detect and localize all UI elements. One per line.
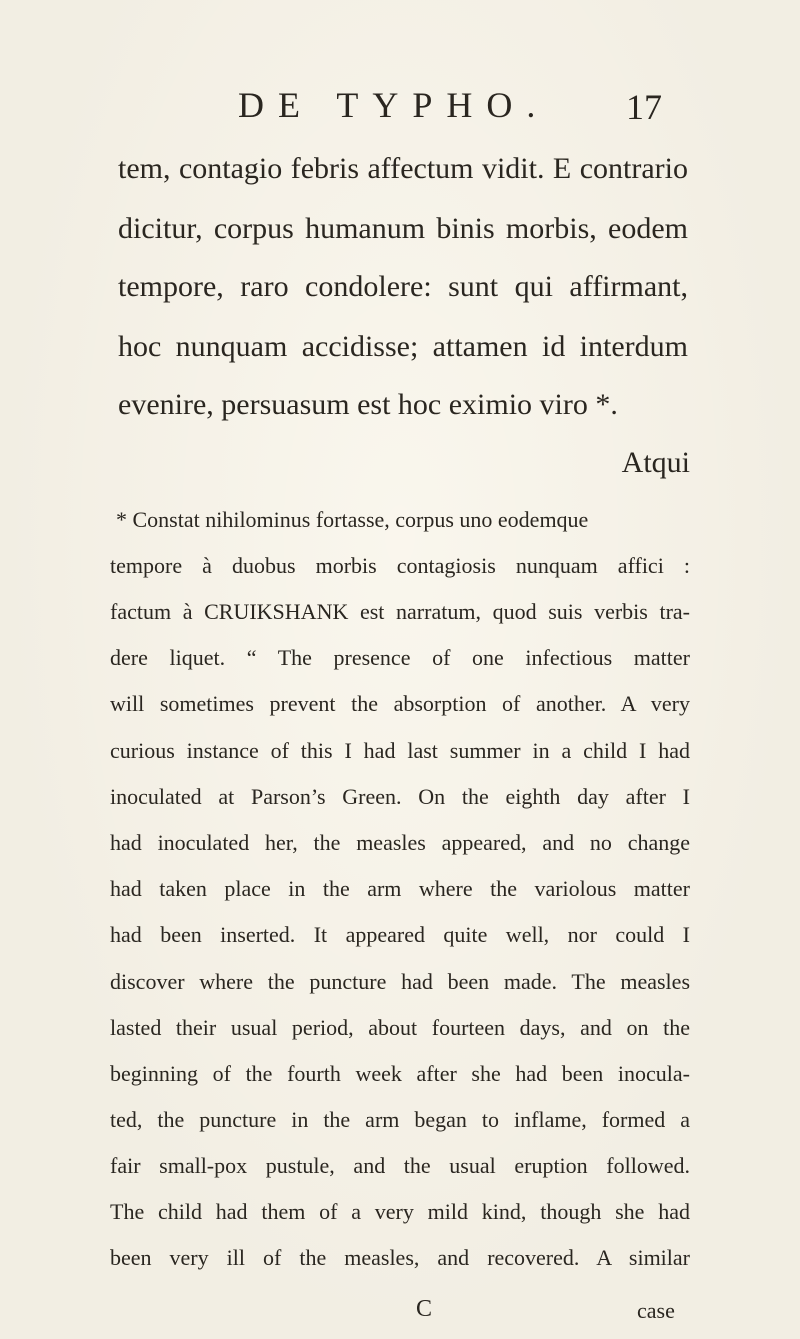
footnote-line-7: inoculated at Parson’s Green. On the eighth day after I [110, 784, 690, 809]
body-line-5: evenire, persuasum est hoc eximio viro *. [118, 388, 618, 421]
footnote-line-10: had been inserted. It appeared quite well, nor could I [110, 922, 690, 947]
footnote-line-5: will sometimes prevent the absorption of another. A very [110, 691, 690, 716]
footnote-line-2: tempore à duobus morbis contagiosis nunquam affici : [110, 553, 690, 578]
footnote-line-9: had taken place in the arm where the variolous matter [110, 876, 690, 901]
footnote-line-3: factum à CRUIKSHANK est narratum, quod suis verbis tra- [110, 599, 690, 624]
footnote-line-13: beginning of the fourth week after she had been inocula- [110, 1061, 690, 1086]
body-line-2: dicitur, corpus humanum binis morbis, eodem [118, 212, 688, 245]
body-line-1: tem, contagio febris affectum vidit. E contrario [118, 152, 688, 185]
footnote-line-12: lasted their usual period, about fourteen days, and on the [110, 1015, 690, 1040]
footnote-line-8: had inoculated her, the measles appeared, and no change [110, 830, 690, 855]
running-title: DE TYPHO. [238, 85, 550, 125]
body-line-3: tempore, raro condolere: sunt qui affirmant, [118, 270, 688, 303]
footnote-line-4: dere liquet. “ The presence of one infectious matter [110, 645, 690, 670]
footnote-line-11: discover where the puncture had been made. The measles [110, 969, 690, 994]
footnote-line-17: been very ill of the measles, and recovered. A similar [110, 1245, 690, 1270]
signature-mark: C [416, 1296, 433, 1322]
footnote-line-14: ted, the puncture in the arm began to inflame, formed a [110, 1107, 690, 1132]
page-number: 17 [626, 87, 662, 127]
body-line-6: Atqui [621, 446, 690, 479]
footnote-line-15: fair small-pox pustule, and the usual eruption followed. [110, 1153, 690, 1178]
footnote-line-6: curious instance of this I had last summer in a child I had [110, 738, 690, 763]
catchword: case [637, 1298, 675, 1323]
body-line-4: hoc nunquam accidisse; attamen id interdum [118, 330, 688, 363]
footnote-line-16: The child had them of a very mild kind, though she had [110, 1199, 690, 1224]
running-head [0, 84, 800, 130]
footnote-line-1: * Constat nihilominus fortasse, corpus uno eodemque [116, 507, 589, 532]
